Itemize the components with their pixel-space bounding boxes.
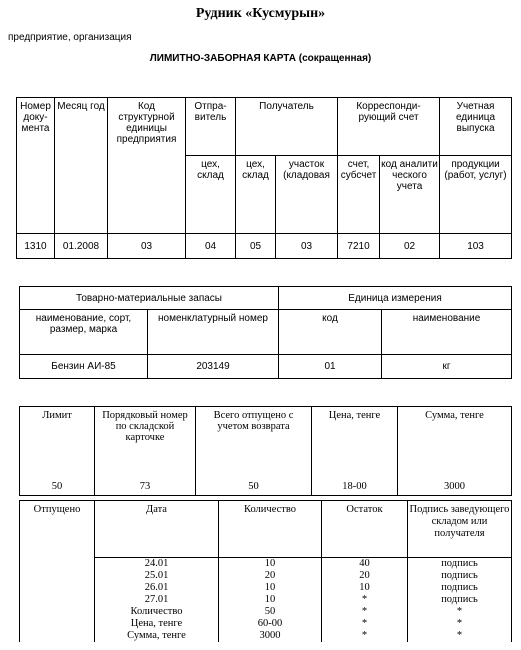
subcol-code: код [279,310,382,355]
cell: 7210 [338,234,380,259]
organization-label: предприятие, организация [8,32,132,43]
col-receiver: Получатель [236,98,338,156]
table-row [17,234,512,259]
cell: 40 [322,558,408,571]
cell: 01 [279,355,382,379]
subcol-sender-shop: цех, склад [186,156,236,234]
subcol-unit-name: наименование [382,310,512,355]
cell: 04 [186,234,236,259]
cell: 103 [440,234,512,259]
col-issued: Отпущено [20,501,95,558]
cell: 10 [322,582,408,594]
cell: 50 [196,462,312,496]
col-ordinal-number: Порядковый номер по складской карточке [95,407,196,462]
cell: * [408,630,512,642]
cell: Бензин АИ-85 [20,355,148,379]
cell: подпись [408,582,512,594]
col-corr-account: Корреспонди-рующий счет [338,98,440,156]
col-sum: Сумма, тенге [398,407,512,462]
cell: 03 [108,234,186,259]
col-limit: Лимит [20,407,95,462]
col-accounting-unit: Учетная единица выпуска [440,98,512,156]
col-unit-of-measure: Единица измерения [279,287,512,310]
cell: * [322,630,408,642]
col-goods: Товарно-материальные запасы [20,287,279,310]
cell: 73 [95,462,196,496]
cell: 10 [219,558,322,571]
col-price: Цена, тенге [312,407,398,462]
cell: 24.01 [95,558,219,571]
cell: 60-00 [219,618,322,630]
page-title: Рудник «Кусмурын» [195,6,326,21]
cell: 18-00 [312,462,398,496]
table-row [20,355,512,379]
cell: подпись [408,594,512,606]
cell: 203149 [148,355,279,379]
cell: подпись [408,558,512,571]
cell: Цена, тенге [95,618,219,630]
limit-table [19,406,512,496]
issue-log-table [19,500,512,642]
cell: 3000 [398,462,512,496]
subcol-receiver-section: участок (кладовая [276,156,338,234]
cell: 03 [276,234,338,259]
issued-cell [20,558,95,643]
table-row [20,558,512,571]
cell: подпись [408,570,512,582]
cell: * [322,594,408,606]
subcol-analytic-code: код аналити ческого учета [380,156,440,234]
document-header-table [16,97,512,259]
cell: 1310 [17,234,55,259]
subcol-name: наименование, сорт, размер, марка [20,310,148,355]
cell: 01.2008 [55,234,108,259]
subcol-nomenclature: номенклатурный номер [148,310,279,355]
col-quantity: Количество [219,501,322,558]
table-row [20,462,512,496]
col-remainder: Остаток [322,501,408,558]
card-title: ЛИМИТНО-ЗАБОРНАЯ КАРТА (сокращенная) [149,53,372,64]
cell: 50 [219,606,322,618]
cell: 26.01 [95,582,219,594]
material-table [19,286,512,379]
col-unit-code: Код структурной единицы предприятия [108,98,186,234]
cell: Количество [95,606,219,618]
cell: * [408,606,512,618]
cell: 50 [20,462,95,496]
subcol-receiver-shop: цех, склад [236,156,276,234]
cell: 20 [219,570,322,582]
cell: * [408,618,512,630]
cell: кг [382,355,512,379]
col-doc-number: Номер доку-мента [17,98,55,234]
col-date: Дата [95,501,219,558]
cell: 10 [219,582,322,594]
subcol-account: счет, субсчет [338,156,380,234]
cell: 10 [219,594,322,606]
col-month-year: Месяц год [55,98,108,234]
cell: 25.01 [95,570,219,582]
cell: Сумма, тенге [95,630,219,642]
cell: * [322,618,408,630]
cell: 27.01 [95,594,219,606]
cell: 20 [322,570,408,582]
col-sender: Отпра-витель [186,98,236,156]
col-total-issued: Всего отпущено с учетом возврата [196,407,312,462]
cell: 02 [380,234,440,259]
cell: * [322,606,408,618]
cell: 3000 [219,630,322,642]
col-signature: Подпись заведующего складом или получателя [408,501,512,558]
cell: 05 [236,234,276,259]
subcol-products: продукции (работ, услуг) [440,156,512,234]
